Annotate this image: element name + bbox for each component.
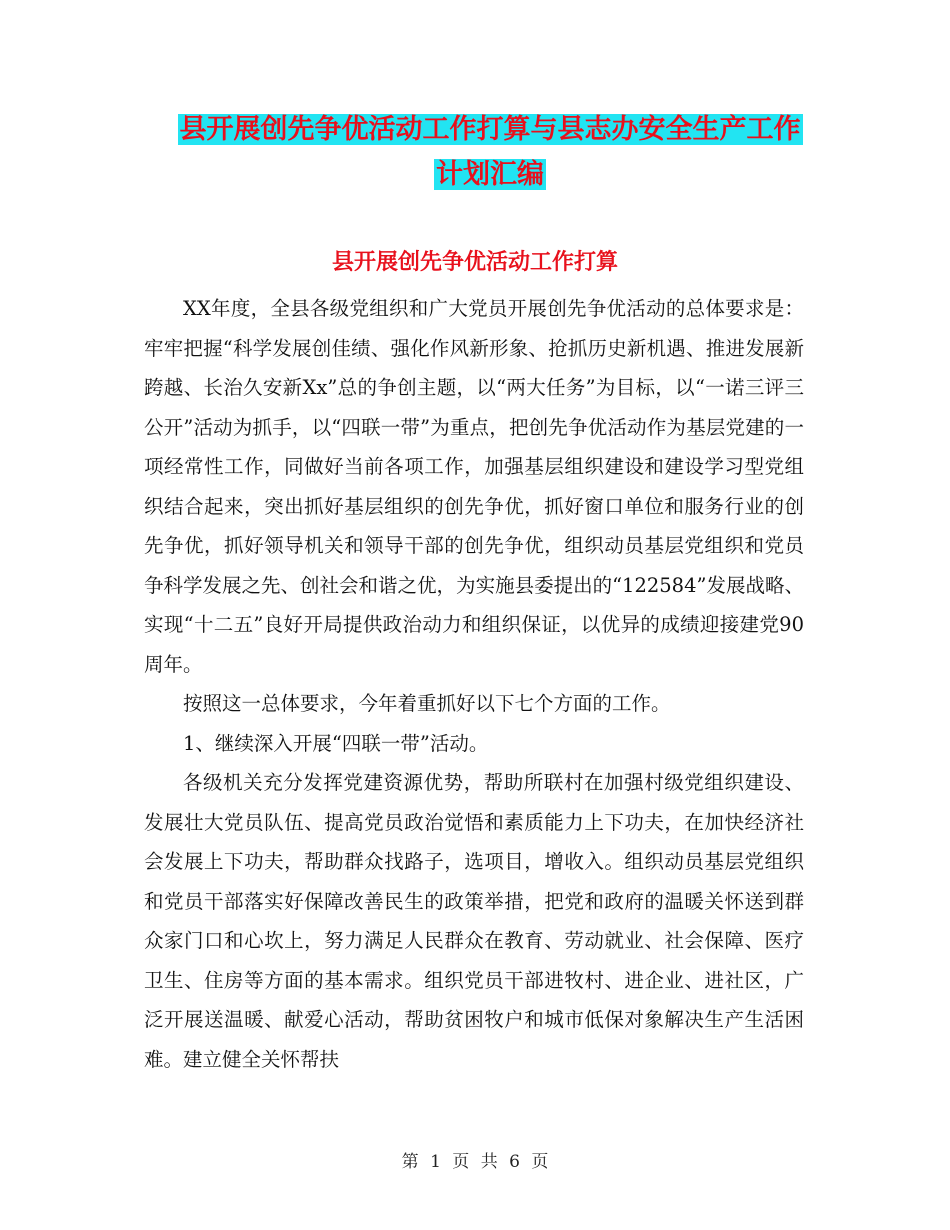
document-title-line-2 <box>140 155 840 195</box>
page-number-footer: 第 1 页 共 6 页 <box>401 1152 549 1172</box>
document-title-line-1 <box>140 110 840 150</box>
document-title-text-2: 计划汇编 <box>436 159 544 190</box>
document-title-text-1: 县开展创先争优活动工作打算与县志办安全生产工作 <box>179 114 801 145</box>
section-heading: 县开展创先争优活动工作打算 <box>331 250 618 275</box>
paragraph-2: 按照这一总体要求，今年着重抓好以下七个方面的工作。 <box>183 692 671 715</box>
paragraph-3: 1、继续深入开展“四联一带”活动。 <box>183 731 489 755</box>
document-body <box>144 289 804 1079</box>
paragraph-1: XX年度，全县各级党组织和广大党员开展创先争优活动的总体要求是：牢牢把握“科学发展创佳绩、强化作风新形象、抢抓历史新机遇、推进发展新跨越、长治久安新Xx”总的争创主题，以“两大任务”为目标，以“一诺三评三公开”活动为抓手，以“四联一带”为重点，把创先争优活动作为基层党建的一项经常性工作，同做好当前各项工作，加强基层组织建设和建设学习型党组织结合起来，突出抓好基层组织的创先争优，抓好窗口单位和服务行业的创先争优，抓好领导机关和领导干部的创先争优，组织动员基层党组织和党员争科学发展之先、创社会和谐之优，为实施县委提出的“122584”发展战略、实现“十二五”良好开局提供政治动力和组织保证，以优异的成绩迎接建党90周年。 <box>144 297 804 676</box>
paragraph-4: 各级机关充分发挥党建资源优势，帮助所联村在加强村级党组织建设、发展壮大党员队伍、提高党员政治觉悟和素质能力上下功夫，在加快经济社会发展上下功夫，帮助群众找路子，选项目，增收入。组织动员基层党组织和党员干部落实好保障改善民生的政策举措，把党和政府的温暖关怀送到群众家门口和心坎上，努力满足人民群众在教育、劳动就业、社会保障、医疗卫生、住房等方面的基本需求。组织党员干部进牧村、进企业、进社区，广泛开展送温暖、献爱心活动，帮助贫困牧户和城市低保对象解决生产生活困难。建立健全关怀帮扶 <box>144 771 804 1071</box>
